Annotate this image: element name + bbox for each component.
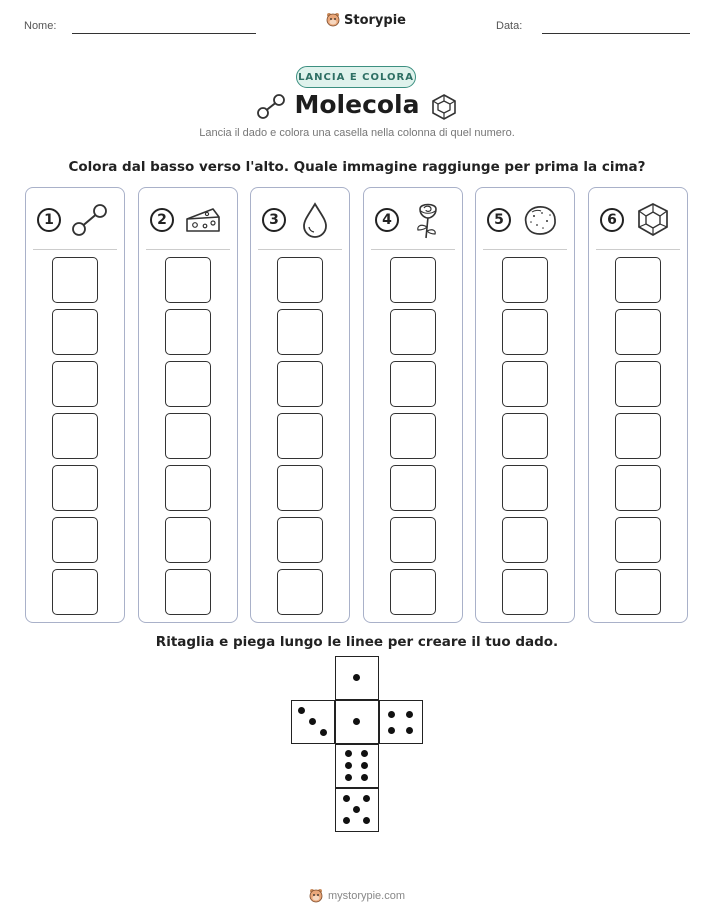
color-box[interactable]: [165, 257, 211, 303]
color-box[interactable]: [277, 257, 323, 303]
date-label: Data:: [496, 20, 523, 32]
color-box[interactable]: [502, 413, 548, 459]
water-drop-icon: [295, 201, 335, 239]
subtitle: Lancia il dado e colora una casella nella colonna di quel numero.: [199, 127, 515, 139]
rock-icon: [520, 201, 560, 239]
color-box[interactable]: [615, 309, 661, 355]
color-box[interactable]: [52, 465, 98, 511]
color-box[interactable]: [165, 465, 211, 511]
column-number: 3: [262, 208, 286, 232]
color-box[interactable]: [277, 413, 323, 459]
die-pip: [406, 711, 413, 718]
footer: [0, 888, 714, 904]
die-pip: [298, 707, 305, 714]
color-box[interactable]: [277, 569, 323, 615]
color-box[interactable]: [52, 309, 98, 355]
die-pip: [388, 711, 395, 718]
footer-url[interactable]: mystorypie.com: [327, 890, 406, 902]
die-pip: [361, 762, 368, 769]
gem-crystal-icon: [430, 93, 458, 121]
color-box[interactable]: [390, 413, 436, 459]
color-box[interactable]: [165, 517, 211, 563]
color-box[interactable]: [52, 517, 98, 563]
color-box[interactable]: [390, 361, 436, 407]
column-6: [588, 187, 688, 623]
color-box[interactable]: [277, 517, 323, 563]
die-pip: [361, 750, 368, 757]
column-divider: [483, 249, 567, 250]
die-pip: [320, 729, 327, 736]
column-divider: [33, 249, 117, 250]
color-box[interactable]: [277, 361, 323, 407]
color-box[interactable]: [390, 465, 436, 511]
page-title: Molecola: [294, 90, 420, 119]
die-pip: [388, 727, 395, 734]
color-box[interactable]: [502, 257, 548, 303]
die-face[interactable]: [379, 700, 423, 744]
column-number: 2: [150, 208, 174, 232]
color-box[interactable]: [390, 517, 436, 563]
brand-logo: [326, 12, 406, 28]
die-pip: [406, 727, 413, 734]
color-box[interactable]: [502, 309, 548, 355]
color-box[interactable]: [165, 413, 211, 459]
color-box[interactable]: [52, 257, 98, 303]
column-divider: [258, 249, 342, 250]
column-divider: [146, 249, 230, 250]
color-box[interactable]: [615, 569, 661, 615]
rose-icon: [408, 201, 448, 239]
color-box[interactable]: [165, 309, 211, 355]
color-box[interactable]: [52, 361, 98, 407]
column-number: 5: [487, 208, 511, 232]
name-label: Nome:: [24, 20, 57, 32]
color-box[interactable]: [615, 361, 661, 407]
activity-badge: LANCIA E COLORA: [296, 66, 416, 88]
die-face[interactable]: [335, 788, 379, 832]
storypie-mascot-icon: [326, 12, 340, 28]
color-box[interactable]: [277, 309, 323, 355]
color-box[interactable]: [502, 361, 548, 407]
color-box[interactable]: [615, 257, 661, 303]
column-number: 6: [600, 208, 624, 232]
column-divider: [596, 249, 680, 250]
color-box[interactable]: [390, 569, 436, 615]
color-box[interactable]: [165, 569, 211, 615]
instruction-text: Colora dal basso verso l'alto. Quale immagine raggiunge per prima la cima?: [68, 159, 646, 175]
die-pip: [353, 806, 360, 813]
storypie-mascot-icon: [309, 888, 323, 904]
color-box[interactable]: [615, 517, 661, 563]
die-pip: [353, 674, 360, 681]
column-1: [25, 187, 125, 623]
color-box[interactable]: [615, 413, 661, 459]
color-box[interactable]: [502, 569, 548, 615]
cut-instruction: Ritaglia e piega lungo le linee per creare il tuo dado.: [155, 634, 559, 650]
column-3: [250, 187, 350, 623]
brand-name: Storypie: [344, 12, 406, 28]
die-pip: [363, 795, 370, 802]
molecule-icon: [70, 201, 110, 239]
name-line[interactable]: [72, 33, 256, 34]
die-face[interactable]: [335, 656, 379, 700]
color-box[interactable]: [165, 361, 211, 407]
die-face[interactable]: [335, 744, 379, 788]
column-number: 1: [37, 208, 61, 232]
die-pip: [361, 774, 368, 781]
color-box[interactable]: [615, 465, 661, 511]
die-face[interactable]: [291, 700, 335, 744]
die-pip: [363, 817, 370, 824]
column-4: [363, 187, 463, 623]
color-box[interactable]: [390, 257, 436, 303]
die-pip: [343, 795, 350, 802]
color-box[interactable]: [277, 465, 323, 511]
die-face[interactable]: [335, 700, 379, 744]
color-box[interactable]: [502, 465, 548, 511]
color-box[interactable]: [52, 413, 98, 459]
die-pip: [353, 718, 360, 725]
column-divider: [371, 249, 455, 250]
color-box[interactable]: [390, 309, 436, 355]
gem-crystal-icon: [633, 201, 673, 239]
die-pip: [343, 817, 350, 824]
date-line[interactable]: [542, 33, 690, 34]
color-box[interactable]: [502, 517, 548, 563]
die-pip: [345, 762, 352, 769]
die-pip: [345, 750, 352, 757]
column-number: 4: [375, 208, 399, 232]
die-pip: [309, 718, 316, 725]
die-pip: [345, 774, 352, 781]
cheese-icon: [183, 201, 223, 239]
column-5: [475, 187, 575, 623]
color-box[interactable]: [52, 569, 98, 615]
column-2: [138, 187, 238, 623]
